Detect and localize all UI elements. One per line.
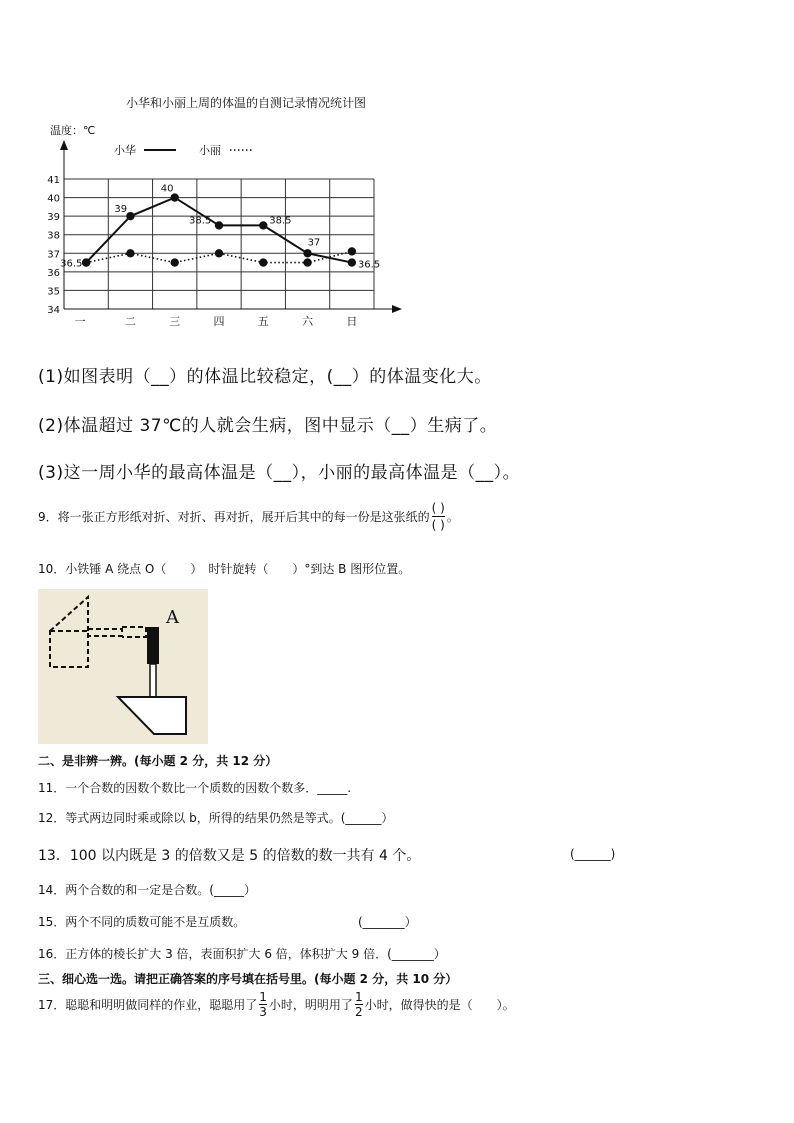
data-point-xiaoli: [215, 249, 223, 257]
temperature-line-chart: [36, 92, 416, 347]
legend-label-xiaohua: 小华: [114, 144, 136, 157]
fraction-denominator: 3: [259, 1005, 267, 1019]
question-17-part-c: 小时，做得快的是（ ）。: [364, 998, 515, 1012]
question-16: 16．正方体的棱长扩大 3 倍，表面积扩大 6 倍，体积扩大 9 倍．(_______）: [38, 947, 446, 961]
section-3-title: 三、细心选一选。请把正确答案的序号填在括号里。(每小题 2 分，共 10 分）: [38, 972, 458, 986]
hammer-a-head: [118, 697, 186, 734]
y-tick-label: 37: [47, 249, 60, 261]
data-point-xiaoli: [348, 247, 356, 255]
data-point-xiaohua: [126, 212, 134, 220]
y-tick-label: 38: [47, 230, 60, 242]
y-tick-label: 35: [47, 286, 60, 298]
question-10: 10．小铁锤 A 绕点 O（ ） 时针旋转（ ）°到达 B 图形位置。: [38, 562, 411, 576]
y-axis-label: 温度：℃: [50, 124, 96, 137]
question-9: [38, 500, 459, 533]
y-tick-label: 34: [47, 305, 60, 316]
hammer-b-dashed: [50, 597, 146, 667]
question-9-end: 。: [446, 510, 459, 524]
hammer-label-a: A: [166, 607, 179, 628]
data-point-xiaoli: [126, 249, 134, 257]
question-11: 11．一个合数的因数个数比一个质数的因数个数多．_____.: [38, 781, 352, 795]
y-axis-arrow: [60, 140, 68, 150]
data-label-xiaohua: 38.5: [269, 215, 292, 227]
y-tick-label: 36: [47, 267, 60, 279]
hammer-a-stem: [150, 664, 156, 697]
fraction-numerator: 1: [259, 990, 267, 1004]
chart-legend: [114, 143, 254, 157]
question-17: [38, 990, 515, 1019]
data-point-xiaoli: [259, 258, 267, 266]
question-14: 14．两个合数的和一定是合数。(_____）: [38, 883, 256, 897]
data-label-xiaohua: 36.5: [60, 258, 83, 270]
data-point-xiaoli: [303, 258, 311, 266]
data-point-xiaoli: [82, 258, 90, 266]
data-point-xiaohua: [171, 193, 179, 201]
chart-question-3: (3)这一周小华的最高体温是（__），小丽的最高体温是（__）。: [38, 463, 521, 483]
data-label-xiaohua: 40: [160, 183, 174, 195]
fraction-denominator: 2: [354, 1005, 363, 1019]
question-17-part-a: 17．聪聪和明明做同样的作业，聪聪用了: [38, 998, 258, 1012]
data-label-xiaohua: 38.5: [189, 215, 212, 227]
chart-axes: [47, 140, 402, 328]
fraction-numerator: ( ): [431, 501, 445, 515]
data-point-xiaoli: [171, 258, 179, 266]
data-point-xiaohua: [348, 258, 356, 266]
y-tick-label: 39: [47, 212, 60, 224]
question-9-fraction: [432, 500, 445, 533]
x-tick-label: 日: [346, 315, 358, 328]
question-13: 13．100 以内既是 3 的倍数又是 5 的倍数的数一共有 4 个。: [38, 848, 421, 864]
question-13-blank: (______): [570, 847, 616, 861]
legend-label-xiaoli: 小丽: [199, 144, 221, 157]
question-17-part-b: 小时，明明用了: [268, 998, 353, 1012]
chart-question-2: (2)体温超过 37℃的人就会生病，图中显示（__）生病了。: [38, 416, 498, 436]
data-label-xiaohua: 39: [114, 204, 128, 216]
hammer-rotation-figure: [38, 589, 208, 744]
data-point-xiaohua: [259, 221, 267, 229]
question-9-text: 9．将一张正方形纸对折、对折、再对折，展开后其中的每一份是这张纸的: [38, 510, 430, 524]
fraction-denominator: ( ): [431, 518, 445, 532]
data-label-xiaohua: 36.5: [357, 259, 381, 271]
x-tick-label: 二: [124, 315, 136, 328]
x-tick-label: 五: [257, 315, 269, 328]
hammer-figure-svg: [38, 589, 208, 744]
question-15: 15．两个不同的质数可能不是互质数。: [38, 915, 246, 929]
question-17-fraction-2: [355, 990, 363, 1019]
y-tick-label: 40: [47, 193, 60, 205]
fraction-numerator: 1: [354, 990, 363, 1004]
hammer-a-handle-black: [147, 627, 159, 664]
data-point-xiaohua: [215, 221, 223, 229]
x-tick-label: 六: [302, 315, 314, 328]
data-label-xiaohua: 37: [307, 237, 321, 249]
section-2-title: 二、是非辨一辨。(每小题 2 分，共 12 分）: [38, 754, 278, 768]
chart-question-1: (1)如图表明（__）的体温比较稳定，(__）的体温变化大。: [38, 367, 492, 387]
question-15-blank: (_______）: [358, 915, 417, 929]
y-tick-label: 41: [47, 175, 60, 186]
question-12: 12．等式两边同时乘或除以 b，所得的结果仍然是等式。(______）: [38, 811, 394, 825]
question-17-fraction-1: [259, 990, 267, 1019]
chart-title: 小华和小丽上周的体温的自测记录情况统计图: [126, 96, 367, 110]
data-point-xiaohua: [303, 249, 311, 257]
x-tick-label: 三: [169, 315, 181, 328]
x-axis-arrow: [392, 305, 402, 313]
chart-grid: [64, 179, 374, 309]
x-tick-label: 四: [213, 315, 225, 328]
x-tick-label: 一: [74, 315, 86, 328]
